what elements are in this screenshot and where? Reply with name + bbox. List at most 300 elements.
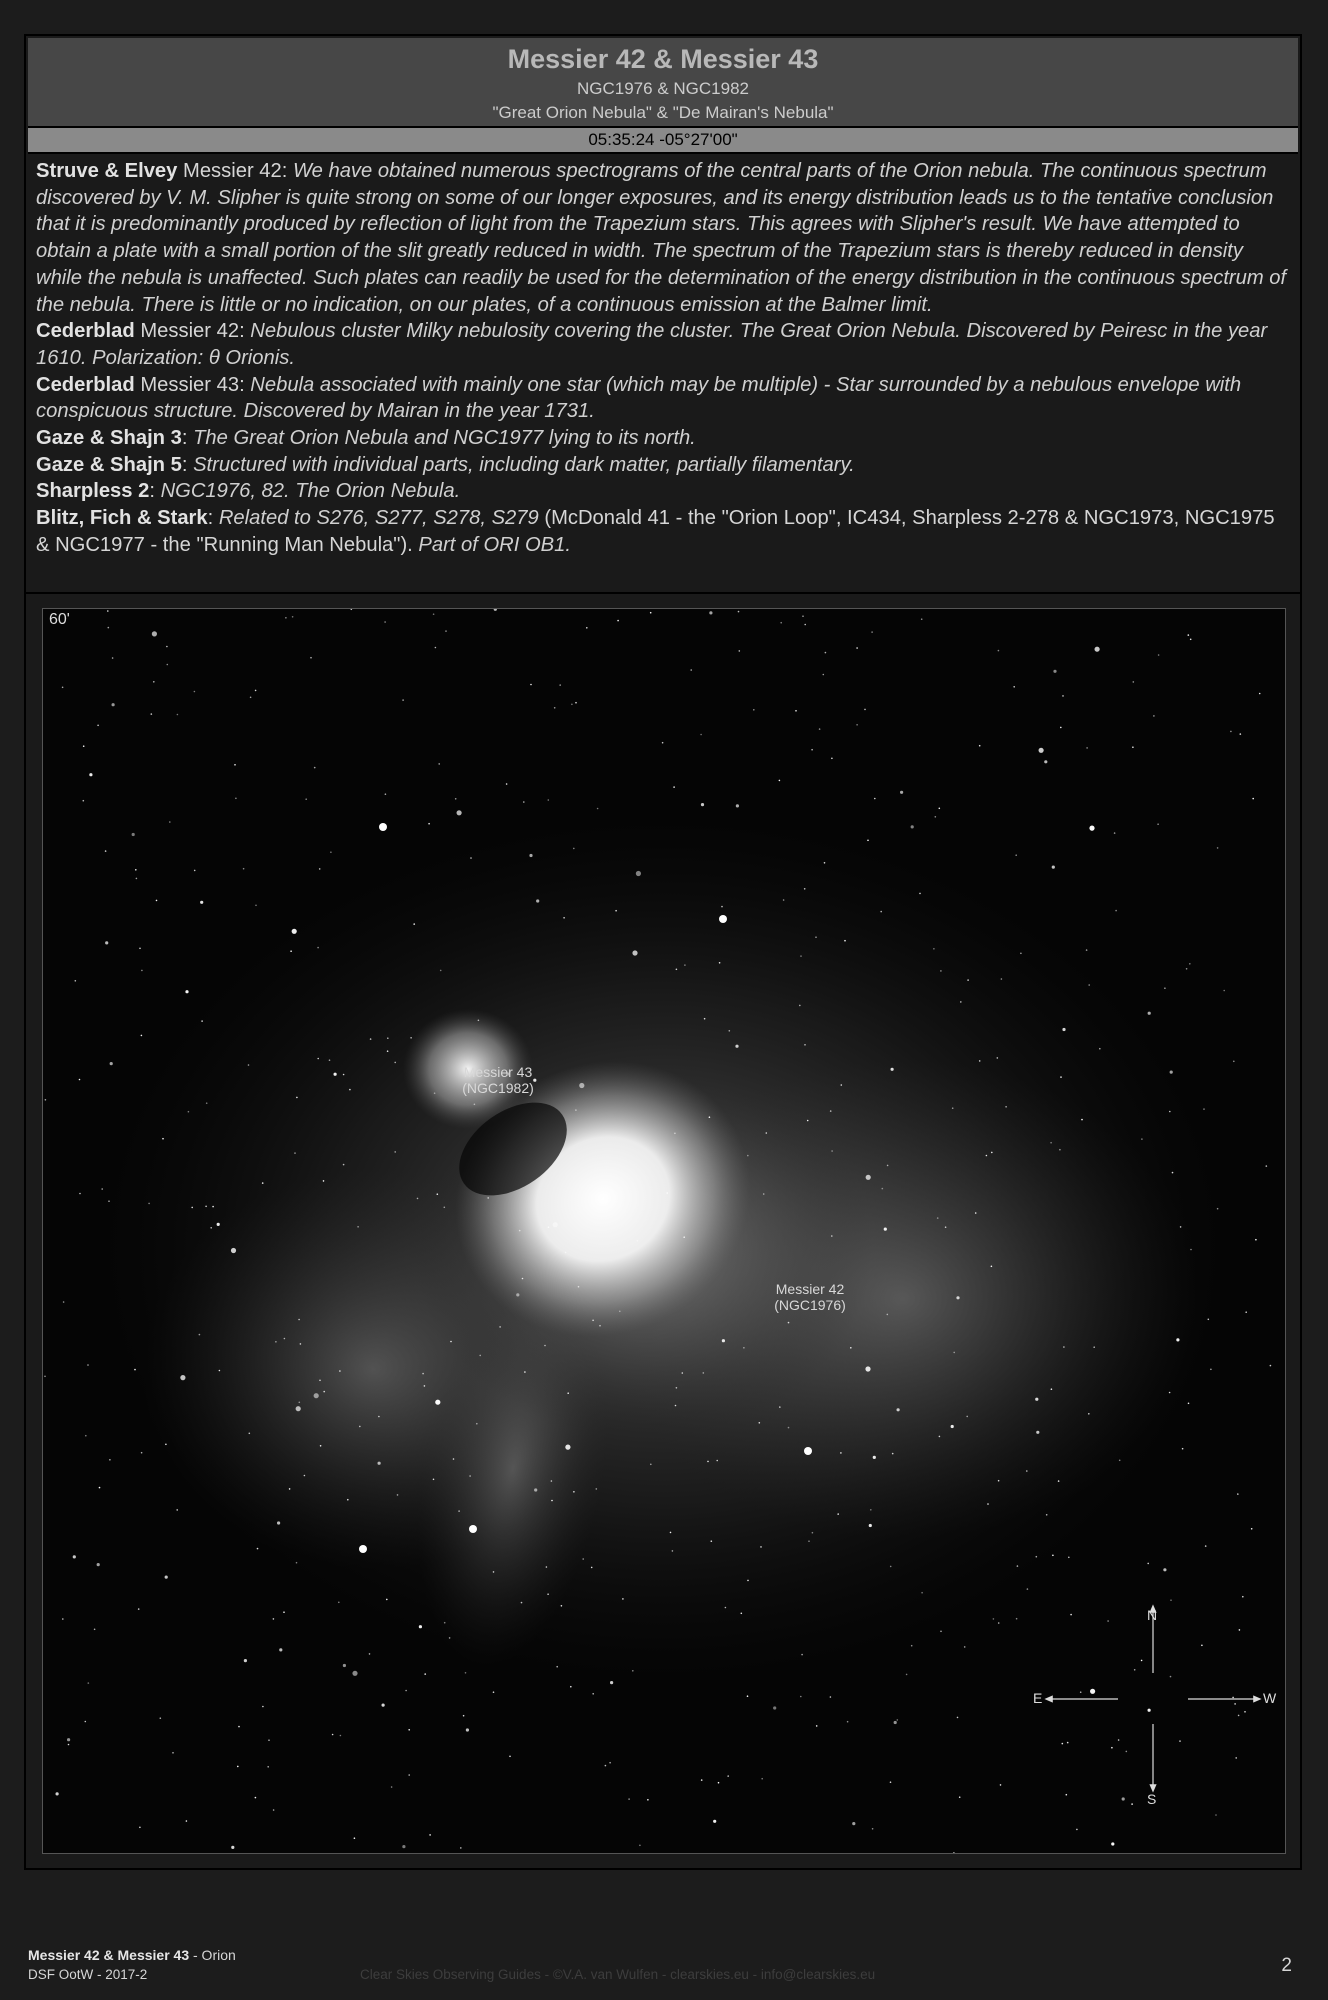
star <box>565 1252 567 1254</box>
star <box>1251 1528 1253 1530</box>
star <box>610 1681 613 1684</box>
star <box>906 1674 908 1676</box>
star <box>890 1781 892 1783</box>
star <box>1088 1413 1090 1415</box>
star <box>108 627 110 629</box>
star <box>99 1487 101 1489</box>
star <box>1131 1803 1133 1805</box>
star <box>435 647 437 649</box>
star <box>592 1693 594 1695</box>
star <box>1134 1669 1136 1671</box>
star <box>856 724 858 726</box>
star <box>804 1044 806 1046</box>
star <box>1234 1703 1236 1705</box>
nebula-photo <box>43 609 1285 1853</box>
star <box>62 687 64 689</box>
star <box>160 1717 162 1719</box>
star <box>1217 847 1219 849</box>
star <box>856 647 858 649</box>
star <box>167 664 169 666</box>
star <box>1050 1142 1052 1144</box>
star <box>165 1444 167 1446</box>
star <box>429 1834 431 1836</box>
description-text: Nebula associated with mainly one star (which may be multiple) - Star surrounded by a nebulous envelope with conspicuous structure. Discovered by Mairan in the year 1731. <box>36 373 1242 423</box>
star <box>1095 647 1100 652</box>
description-object: Messier 42: <box>177 160 293 182</box>
star <box>334 1073 337 1076</box>
star <box>177 714 179 716</box>
star <box>872 1828 874 1830</box>
star <box>998 650 1000 652</box>
star <box>1086 949 1088 951</box>
star <box>701 803 704 806</box>
star <box>940 970 942 972</box>
star <box>1233 1061 1235 1063</box>
star <box>682 1372 684 1374</box>
description-source: Cederblad <box>36 320 135 343</box>
star <box>109 1459 111 1461</box>
star <box>62 1618 64 1620</box>
star <box>332 1734 334 1736</box>
star <box>1060 1076 1062 1078</box>
star <box>573 1491 575 1493</box>
star <box>997 1057 999 1059</box>
star <box>470 857 472 859</box>
star <box>676 1387 678 1389</box>
description-note: (McDonald 41 - the "Orion Loop", IC434, Sharpless 2-278 & NGC1973, NGC1975 & NGC1977 - the "Running Man Nebula"). <box>36 507 1275 556</box>
star <box>422 1373 424 1375</box>
star <box>139 948 141 950</box>
star <box>255 690 257 692</box>
star <box>615 910 617 912</box>
star <box>1203 1108 1205 1110</box>
star <box>317 1058 319 1060</box>
star <box>753 709 755 711</box>
star <box>939 1436 941 1438</box>
star <box>450 1341 452 1343</box>
star <box>444 1622 446 1624</box>
star <box>830 1110 832 1112</box>
star <box>773 1706 776 1709</box>
star <box>359 1426 361 1428</box>
star <box>897 1408 900 1411</box>
star <box>647 1799 649 1801</box>
star <box>880 911 882 913</box>
star <box>304 1475 306 1477</box>
bright-star <box>379 823 387 831</box>
description-text: Nebulous cluster Milky nebulosity covering the cluster. The Great Orion Nebula. Discovered by Peiresc in the year 1610. Polarization: θ Orionis. <box>36 320 1268 369</box>
star <box>575 1109 577 1111</box>
star <box>1000 1784 1002 1786</box>
star <box>788 1322 790 1324</box>
star <box>1170 1676 1172 1678</box>
star <box>478 1020 480 1022</box>
m43-ngc: (NGC1982) <box>462 1080 534 1096</box>
star <box>831 1150 833 1152</box>
star <box>378 1462 381 1465</box>
star <box>296 1097 298 1099</box>
star <box>499 1326 501 1328</box>
star <box>676 969 678 971</box>
star <box>217 1223 220 1226</box>
star <box>719 962 721 964</box>
star <box>711 1540 713 1542</box>
star <box>417 1198 419 1200</box>
star <box>887 1165 889 1167</box>
star <box>300 1343 302 1345</box>
star <box>63 1301 65 1303</box>
description-text: Part of ORI OB1. <box>418 533 571 556</box>
star <box>479 1355 481 1357</box>
star <box>317 947 319 949</box>
compass-south-label: S <box>1147 1791 1157 1807</box>
star <box>394 1151 396 1153</box>
star <box>314 767 316 769</box>
star <box>1239 1629 1241 1631</box>
star <box>394 1062 396 1064</box>
star <box>108 1200 110 1202</box>
footer-guide: DSF OotW - 2017-2 <box>28 1967 148 1982</box>
star <box>1052 1555 1054 1557</box>
star <box>506 783 508 785</box>
star <box>243 868 245 870</box>
star <box>1026 1470 1028 1472</box>
star <box>402 699 404 701</box>
star <box>194 691 196 693</box>
star <box>1005 1106 1007 1108</box>
star <box>268 1739 270 1741</box>
star <box>255 1797 257 1799</box>
star <box>825 652 827 654</box>
star <box>73 1555 76 1558</box>
description-source: Gaze & Shajn 3 <box>36 427 182 450</box>
star <box>237 1766 239 1768</box>
star <box>1158 654 1160 656</box>
star <box>729 1030 731 1032</box>
section-divider <box>26 592 1300 594</box>
star <box>1111 1842 1114 1845</box>
star <box>1164 987 1166 989</box>
star <box>199 1334 201 1336</box>
star <box>101 1188 103 1190</box>
star <box>1062 1028 1065 1031</box>
star <box>998 1622 1000 1624</box>
star <box>852 1822 855 1825</box>
star <box>571 704 573 706</box>
star <box>408 1729 410 1731</box>
star <box>428 823 430 825</box>
star <box>234 764 236 766</box>
star <box>1076 1829 1078 1831</box>
star <box>799 1005 801 1007</box>
star <box>397 1494 399 1496</box>
star <box>267 1766 269 1768</box>
star <box>1215 1814 1217 1816</box>
star <box>548 799 550 801</box>
star <box>56 1792 59 1795</box>
star <box>1237 1493 1239 1495</box>
description-source: Struve & Elvey <box>36 160 178 182</box>
footer-credit: Clear Skies Observing Guides - ©V.A. van Wulfen - clearskies.eu - info@clearskies.eu <box>360 1967 876 1982</box>
star <box>343 1074 345 1076</box>
star <box>75 980 77 982</box>
star <box>1115 910 1117 912</box>
star <box>573 848 575 850</box>
star <box>869 1524 872 1527</box>
star <box>141 1035 143 1037</box>
star <box>605 1765 607 1767</box>
star <box>1067 1742 1069 1744</box>
star <box>866 1175 871 1180</box>
star <box>672 1550 674 1552</box>
star <box>670 1532 672 1534</box>
star <box>139 1827 141 1829</box>
star <box>1068 1557 1070 1559</box>
star <box>370 1038 372 1040</box>
star <box>1080 1691 1082 1693</box>
star <box>628 1798 630 1800</box>
star <box>766 1132 768 1134</box>
star <box>469 1475 471 1477</box>
separator: : <box>181 427 194 450</box>
star <box>1172 1172 1174 1174</box>
star <box>1230 731 1232 733</box>
star <box>911 825 914 828</box>
star <box>804 624 806 626</box>
star <box>1081 1119 1083 1121</box>
star <box>597 808 599 810</box>
star <box>449 1637 451 1639</box>
star <box>354 1837 356 1839</box>
bright-star <box>804 1447 812 1455</box>
star <box>864 709 866 711</box>
star <box>523 801 525 803</box>
star <box>609 1762 611 1764</box>
star <box>761 1778 763 1780</box>
star <box>250 697 252 699</box>
star <box>530 684 532 686</box>
star <box>1001 978 1003 980</box>
star <box>136 878 138 880</box>
star <box>369 1653 371 1655</box>
star <box>88 1682 90 1684</box>
star <box>900 791 903 794</box>
star <box>747 1695 749 1697</box>
star <box>1201 1645 1203 1647</box>
star <box>453 1458 455 1460</box>
star <box>83 800 85 802</box>
star <box>1088 984 1090 986</box>
star <box>135 869 137 871</box>
star <box>292 616 294 618</box>
description-paragraph <box>36 452 1290 479</box>
bright-star <box>469 1525 477 1533</box>
star <box>340 1735 342 1737</box>
star <box>662 742 664 744</box>
star <box>141 1452 143 1454</box>
star <box>831 1235 833 1237</box>
star <box>466 1728 469 1731</box>
star <box>112 657 114 659</box>
star <box>386 1599 388 1601</box>
star <box>343 1164 345 1166</box>
star <box>1245 1311 1247 1313</box>
field-of-view-label: 60' <box>49 611 70 628</box>
description-text: The Great Orion Nebula and NGC1977 lying to its north. <box>193 427 696 450</box>
description-paragraph <box>36 158 1290 318</box>
page-frame <box>24 34 1302 1870</box>
star <box>579 1083 584 1088</box>
star <box>132 833 135 836</box>
star <box>727 1775 729 1777</box>
star <box>1132 746 1134 748</box>
star <box>1062 695 1064 697</box>
star <box>463 1715 465 1717</box>
star <box>1126 1751 1128 1753</box>
description-object: Messier 43: <box>134 373 251 396</box>
star <box>874 798 876 800</box>
star <box>87 1364 89 1366</box>
separator: : <box>181 453 194 476</box>
star <box>921 618 923 620</box>
star <box>582 1558 584 1560</box>
star <box>707 1461 709 1463</box>
star <box>1238 1715 1240 1717</box>
description-text: Structured with individual parts, including dark matter, partially filamentary. <box>193 453 855 476</box>
star <box>391 1786 393 1788</box>
star <box>352 1671 357 1676</box>
star <box>823 674 825 676</box>
star <box>599 1325 601 1327</box>
star <box>434 1092 436 1094</box>
star <box>1252 798 1254 800</box>
m42-name: Messier 42 <box>775 1281 845 1297</box>
star <box>619 1311 621 1313</box>
star <box>847 1721 849 1723</box>
star <box>622 1598 624 1600</box>
star <box>166 646 168 648</box>
star <box>892 1453 894 1455</box>
star <box>273 1809 275 1811</box>
star <box>830 1696 832 1698</box>
star <box>1020 953 1022 955</box>
star <box>314 1393 319 1398</box>
star <box>89 773 92 776</box>
star <box>1122 1797 1125 1800</box>
star <box>476 1423 478 1425</box>
star <box>244 1659 247 1662</box>
star <box>801 1654 803 1656</box>
star <box>779 780 781 782</box>
star <box>578 1286 580 1288</box>
star <box>329 1059 331 1061</box>
star <box>736 804 739 807</box>
star <box>1086 747 1088 749</box>
star <box>285 617 287 619</box>
star <box>1046 1514 1048 1516</box>
star <box>548 1226 550 1228</box>
star <box>1232 1697 1234 1699</box>
star <box>935 816 937 818</box>
star <box>1053 670 1056 673</box>
description-text: We have obtained numerous spectrograms of the central parts of the Orion nebula. The continuous spectrum discovered by V. M. Slipher is quite strong on some of our longer exposures, and its energy distribution leads us to the tentative conclusion that it is predominantly produced by reflection of light from the Trapezium stars. This agrees with Slipher's result. We have attempted to obtain a plate with a small portion of the slit greatly reduced in width. The spectrum of the Trapezium stars is thereby reduced in density while the nebula is unaffected. Such plates can readily be used for the determination of the energy distribution in the continuous spectrum of the nebula. There is little or no indication, on our plates, of a continuous emission at the Balmer limit. <box>36 160 1287 316</box>
star <box>722 1339 725 1342</box>
star <box>1170 1599 1172 1601</box>
m42-ngc: (NGC1976) <box>774 1297 846 1313</box>
star <box>424 1673 426 1675</box>
star <box>249 1433 251 1435</box>
star <box>1148 1012 1151 1015</box>
star <box>1210 1369 1212 1371</box>
star <box>959 1796 961 1798</box>
star <box>554 707 556 709</box>
star <box>1244 1711 1246 1713</box>
star <box>1180 1226 1182 1228</box>
star <box>1051 1388 1053 1390</box>
description-text: NGC1976, 82. The Orion Nebula. <box>160 480 461 503</box>
star <box>556 1666 558 1668</box>
star <box>444 1207 446 1209</box>
star <box>79 1079 81 1081</box>
star <box>921 1592 923 1594</box>
star <box>413 923 415 925</box>
star <box>1169 1392 1171 1394</box>
star <box>323 1180 325 1182</box>
star <box>1015 854 1017 856</box>
star <box>384 621 386 623</box>
star <box>231 1846 234 1849</box>
star <box>1062 1743 1064 1745</box>
star <box>201 1020 203 1022</box>
star <box>1066 1794 1068 1796</box>
star <box>824 862 826 864</box>
star <box>210 1227 212 1229</box>
star <box>991 1152 993 1154</box>
star <box>323 1391 325 1393</box>
star <box>939 808 941 810</box>
star <box>592 1320 594 1322</box>
star <box>933 948 935 950</box>
star <box>474 1104 476 1106</box>
star <box>865 1366 870 1371</box>
object-title: Messier 42 & Messier 43 <box>507 44 819 74</box>
m43-label <box>453 1064 543 1096</box>
star <box>85 1435 87 1437</box>
star <box>1114 832 1116 834</box>
star <box>1205 1545 1207 1547</box>
star <box>402 1845 405 1848</box>
star <box>438 763 440 765</box>
star <box>718 1782 720 1784</box>
star <box>188 1111 190 1113</box>
star <box>516 1293 519 1296</box>
star <box>310 657 312 659</box>
compass-east-label: E <box>1033 1690 1043 1706</box>
star <box>760 1546 762 1548</box>
star <box>105 941 108 944</box>
star <box>151 713 153 715</box>
star <box>816 1725 818 1727</box>
description-paragraph <box>36 478 1290 505</box>
star <box>275 1341 277 1343</box>
star <box>191 1207 193 1209</box>
star <box>299 1402 301 1404</box>
star <box>68 1744 70 1746</box>
star <box>1242 1596 1244 1598</box>
star <box>964 1646 966 1648</box>
star <box>410 1037 412 1039</box>
star <box>725 1607 727 1609</box>
